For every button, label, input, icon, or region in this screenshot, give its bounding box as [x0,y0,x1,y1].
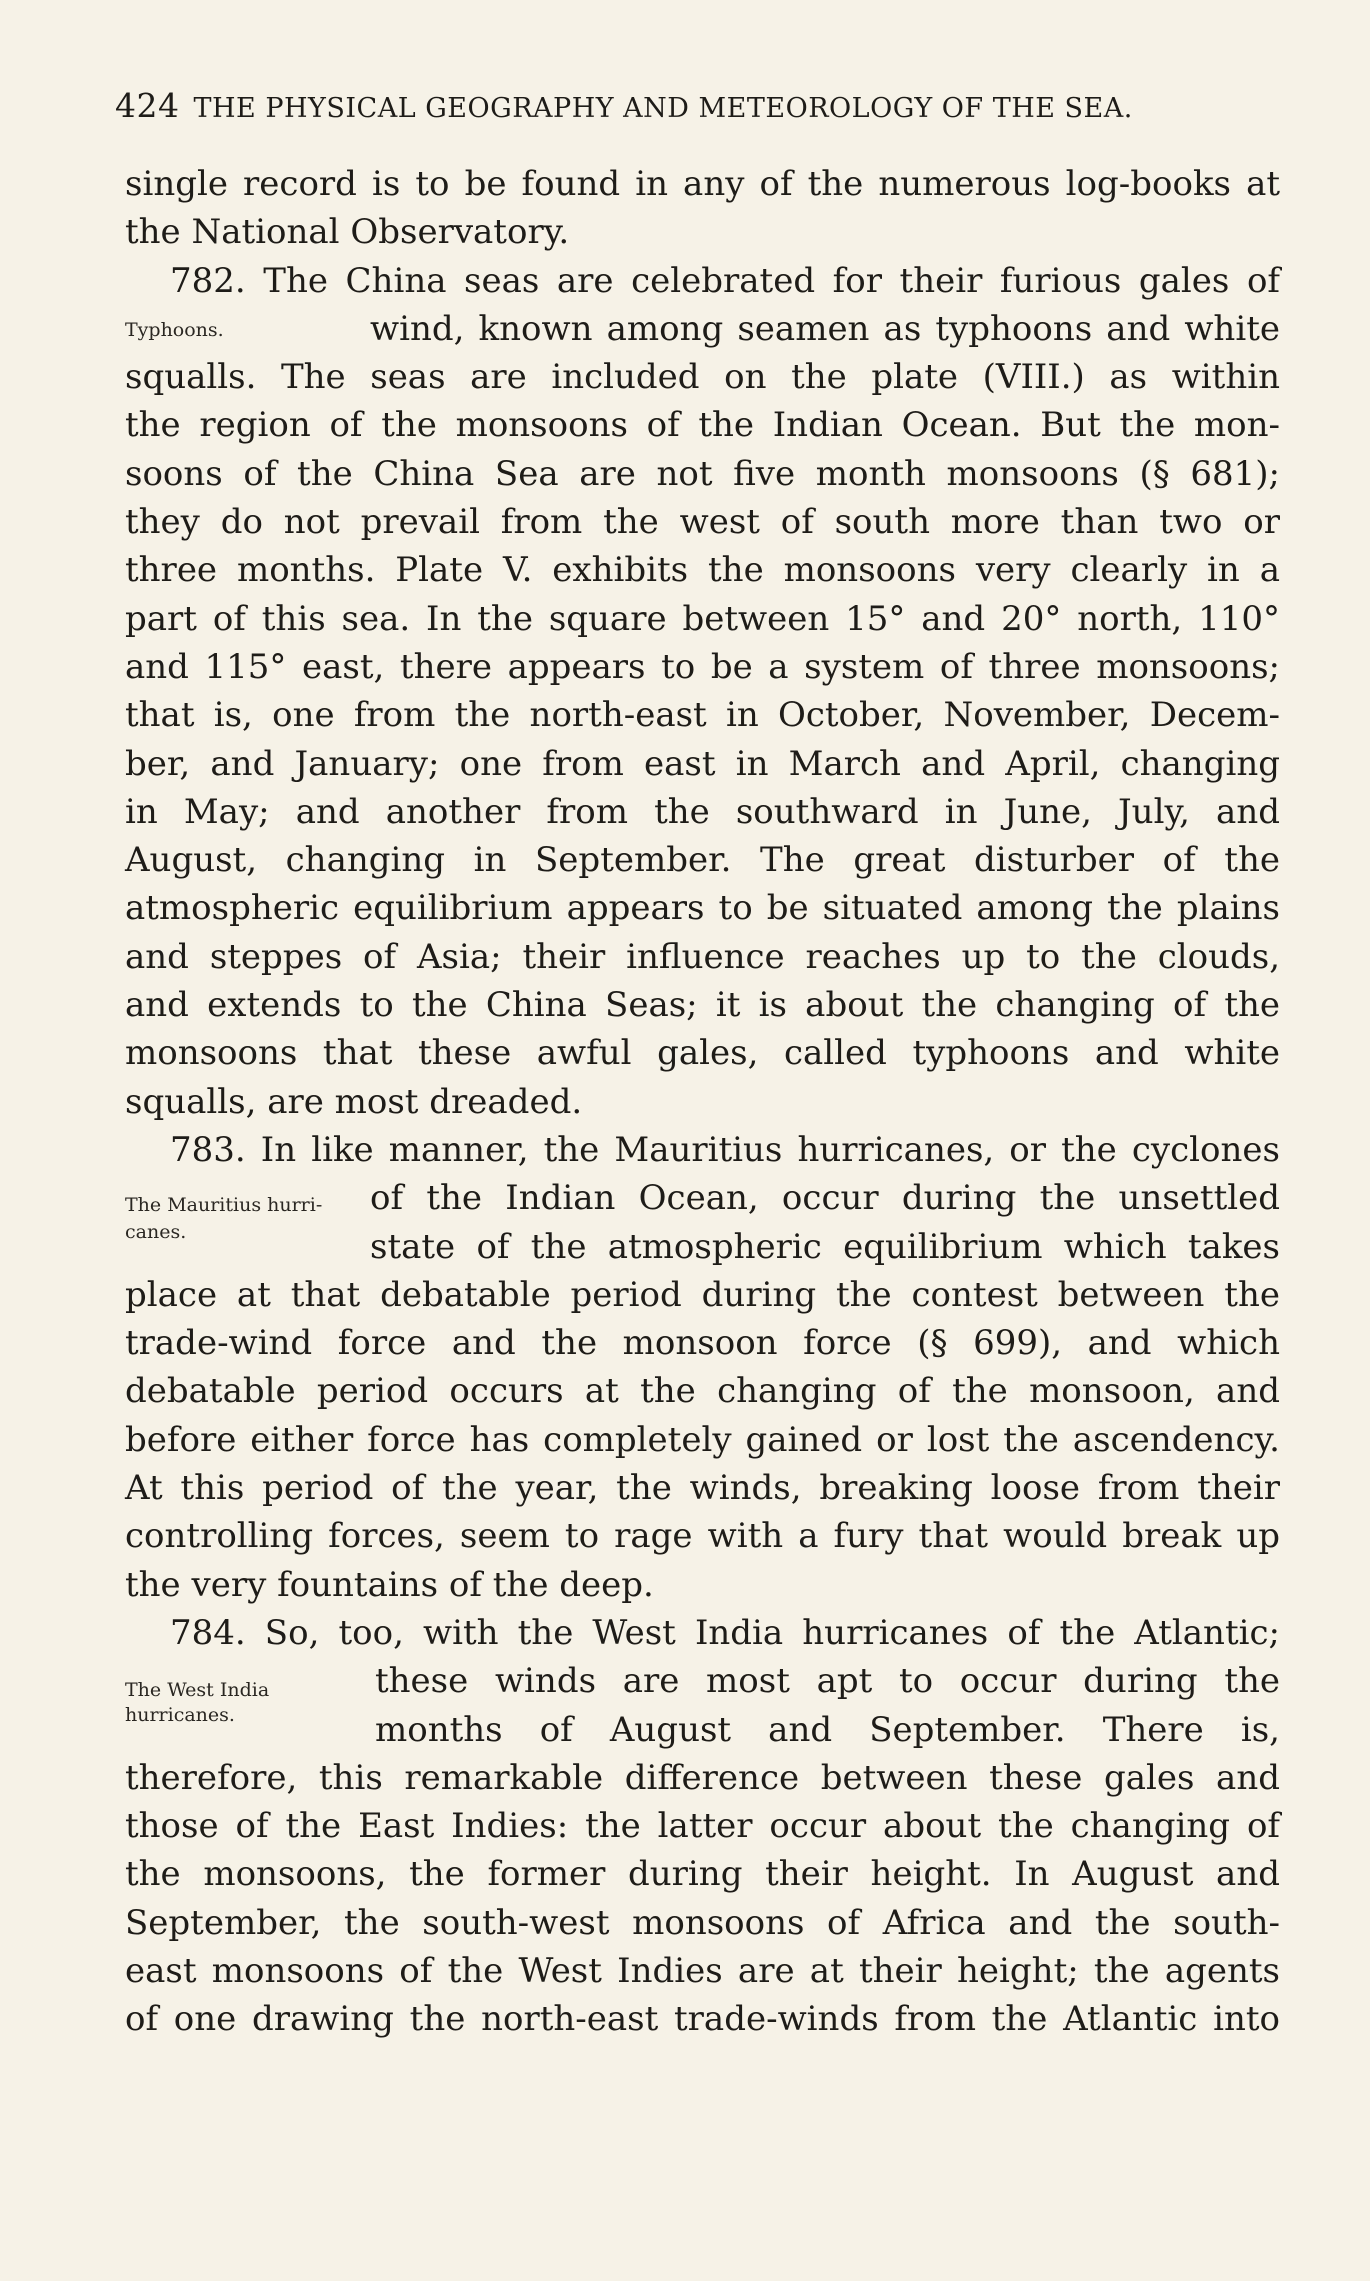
text-line: At this period of the year, the winds, breaking loose from their [125,1468,1280,1509]
sidenote-westindia-2: hurricanes. [125,1703,235,1726]
body-text [125,160,1280,2044]
text-line: 782. The China seas are celebrated for their furious gales of [170,260,1280,301]
text-line: squalls, are most dreaded. [125,1081,583,1122]
text-line: monsoons that these awful gales, called typhoons and white [125,1033,1280,1074]
text-line: three months. Plate V. exhibits the monsoons very clearly in a [125,550,1280,591]
text-line: and 115° east, there appears to be a system of three monsoons; [125,646,1280,687]
page-number: 424 [115,86,180,125]
text-line: debatable period occurs at the changing of the monsoon, and [125,1371,1280,1412]
text-line: the National Observatory. [125,212,570,253]
sidenote-mauritius-2: canes. [125,1220,187,1243]
text-line: in May; and another from the southward in June, July, and [125,791,1280,832]
text-line: place at that debatable period during the contest between the [125,1274,1280,1315]
text-line: September, the south-west monsoons of Africa and the south- [125,1902,1280,1943]
text-line: the very fountains of the deep. [125,1564,654,1605]
text-line: August, changing in September. The great disturber of the [125,840,1280,881]
text-line: east monsoons of the West Indies are at their height; the agents [125,1950,1280,1991]
running-title: THE PHYSICAL GEOGRAPHY AND METEOROLOGY OF THE SEA. [193,93,1133,124]
text-line [125,1220,1280,1271]
text-line: 783. In like manner, the Mauritius hurricanes, or the cyclones [170,1129,1280,1170]
text-line: the region of the monsoons of the Indian Ocean. But the mon- [125,405,1280,446]
sidenote-westindia-1: The West India [125,1679,270,1702]
text-line-content: months of August and September. There is, [375,1709,1280,1750]
text-line [125,1657,1280,1705]
text-line-content: wind, known among seamen as typhoons and white [370,308,1280,349]
text-line-content: of the Indian Ocean, occur during the unsettled [370,1178,1280,1219]
text-line: trade-wind force and the monsoon force (§ 699), and which [125,1323,1280,1364]
text-line: and steppes of Asia; their influence reaches up to the clouds, [125,936,1280,977]
text-line: single record is to be found in any of the numerous log-books at [125,164,1280,204]
sidenote-typhoons: Typhoons. [125,318,224,341]
text-line: atmospheric equilibrium appears to be situated among the plains [125,888,1280,929]
text-line: 784. So, too, with the West India hurricanes of the Atlantic; [170,1612,1280,1653]
text-line: those of the East Indies: the latter occur about the changing of [125,1806,1280,1847]
text-line: of one drawing the north-east trade-winds from the Atlantic into [125,1999,1280,2040]
text-line: part of this sea. In the square between 15° and 20° north, 110° [125,598,1280,639]
text-line [125,1174,1280,1222]
text-line: soons of the China Sea are not five month monsoons (§ 681); [125,453,1280,494]
text-line-content: state of the atmospheric equilibrium which takes [370,1226,1280,1267]
text-line: the monsoons, the former during their height. In August and [125,1854,1280,1895]
text-line-content: these winds are most apt to occur during the [375,1661,1280,1702]
text-line: and extends to the China Seas; it is about the changing of the [125,985,1280,1026]
sidenote-mauritius-1: The Mauritius hurri- [125,1194,323,1217]
text-line [125,1703,1280,1754]
running-header [115,86,1225,125]
text-line: that is, one from the north-east in October, November, Decem- [125,695,1280,736]
text-line: squalls. The seas are included on the plate (VIII.) as within [125,357,1280,398]
text-line: therefore, this remarkable difference between these gales and [125,1757,1280,1798]
text-line: they do not prevail from the west of south more than two or [125,502,1280,543]
text-line: before either force has completely gained or lost the ascendency. [125,1419,1280,1460]
text-line [125,305,1280,353]
text-line: controlling forces, seem to rage with a fury that would break up [125,1516,1280,1557]
text-line: ber, and January; one from east in March and April, changing [125,743,1280,784]
